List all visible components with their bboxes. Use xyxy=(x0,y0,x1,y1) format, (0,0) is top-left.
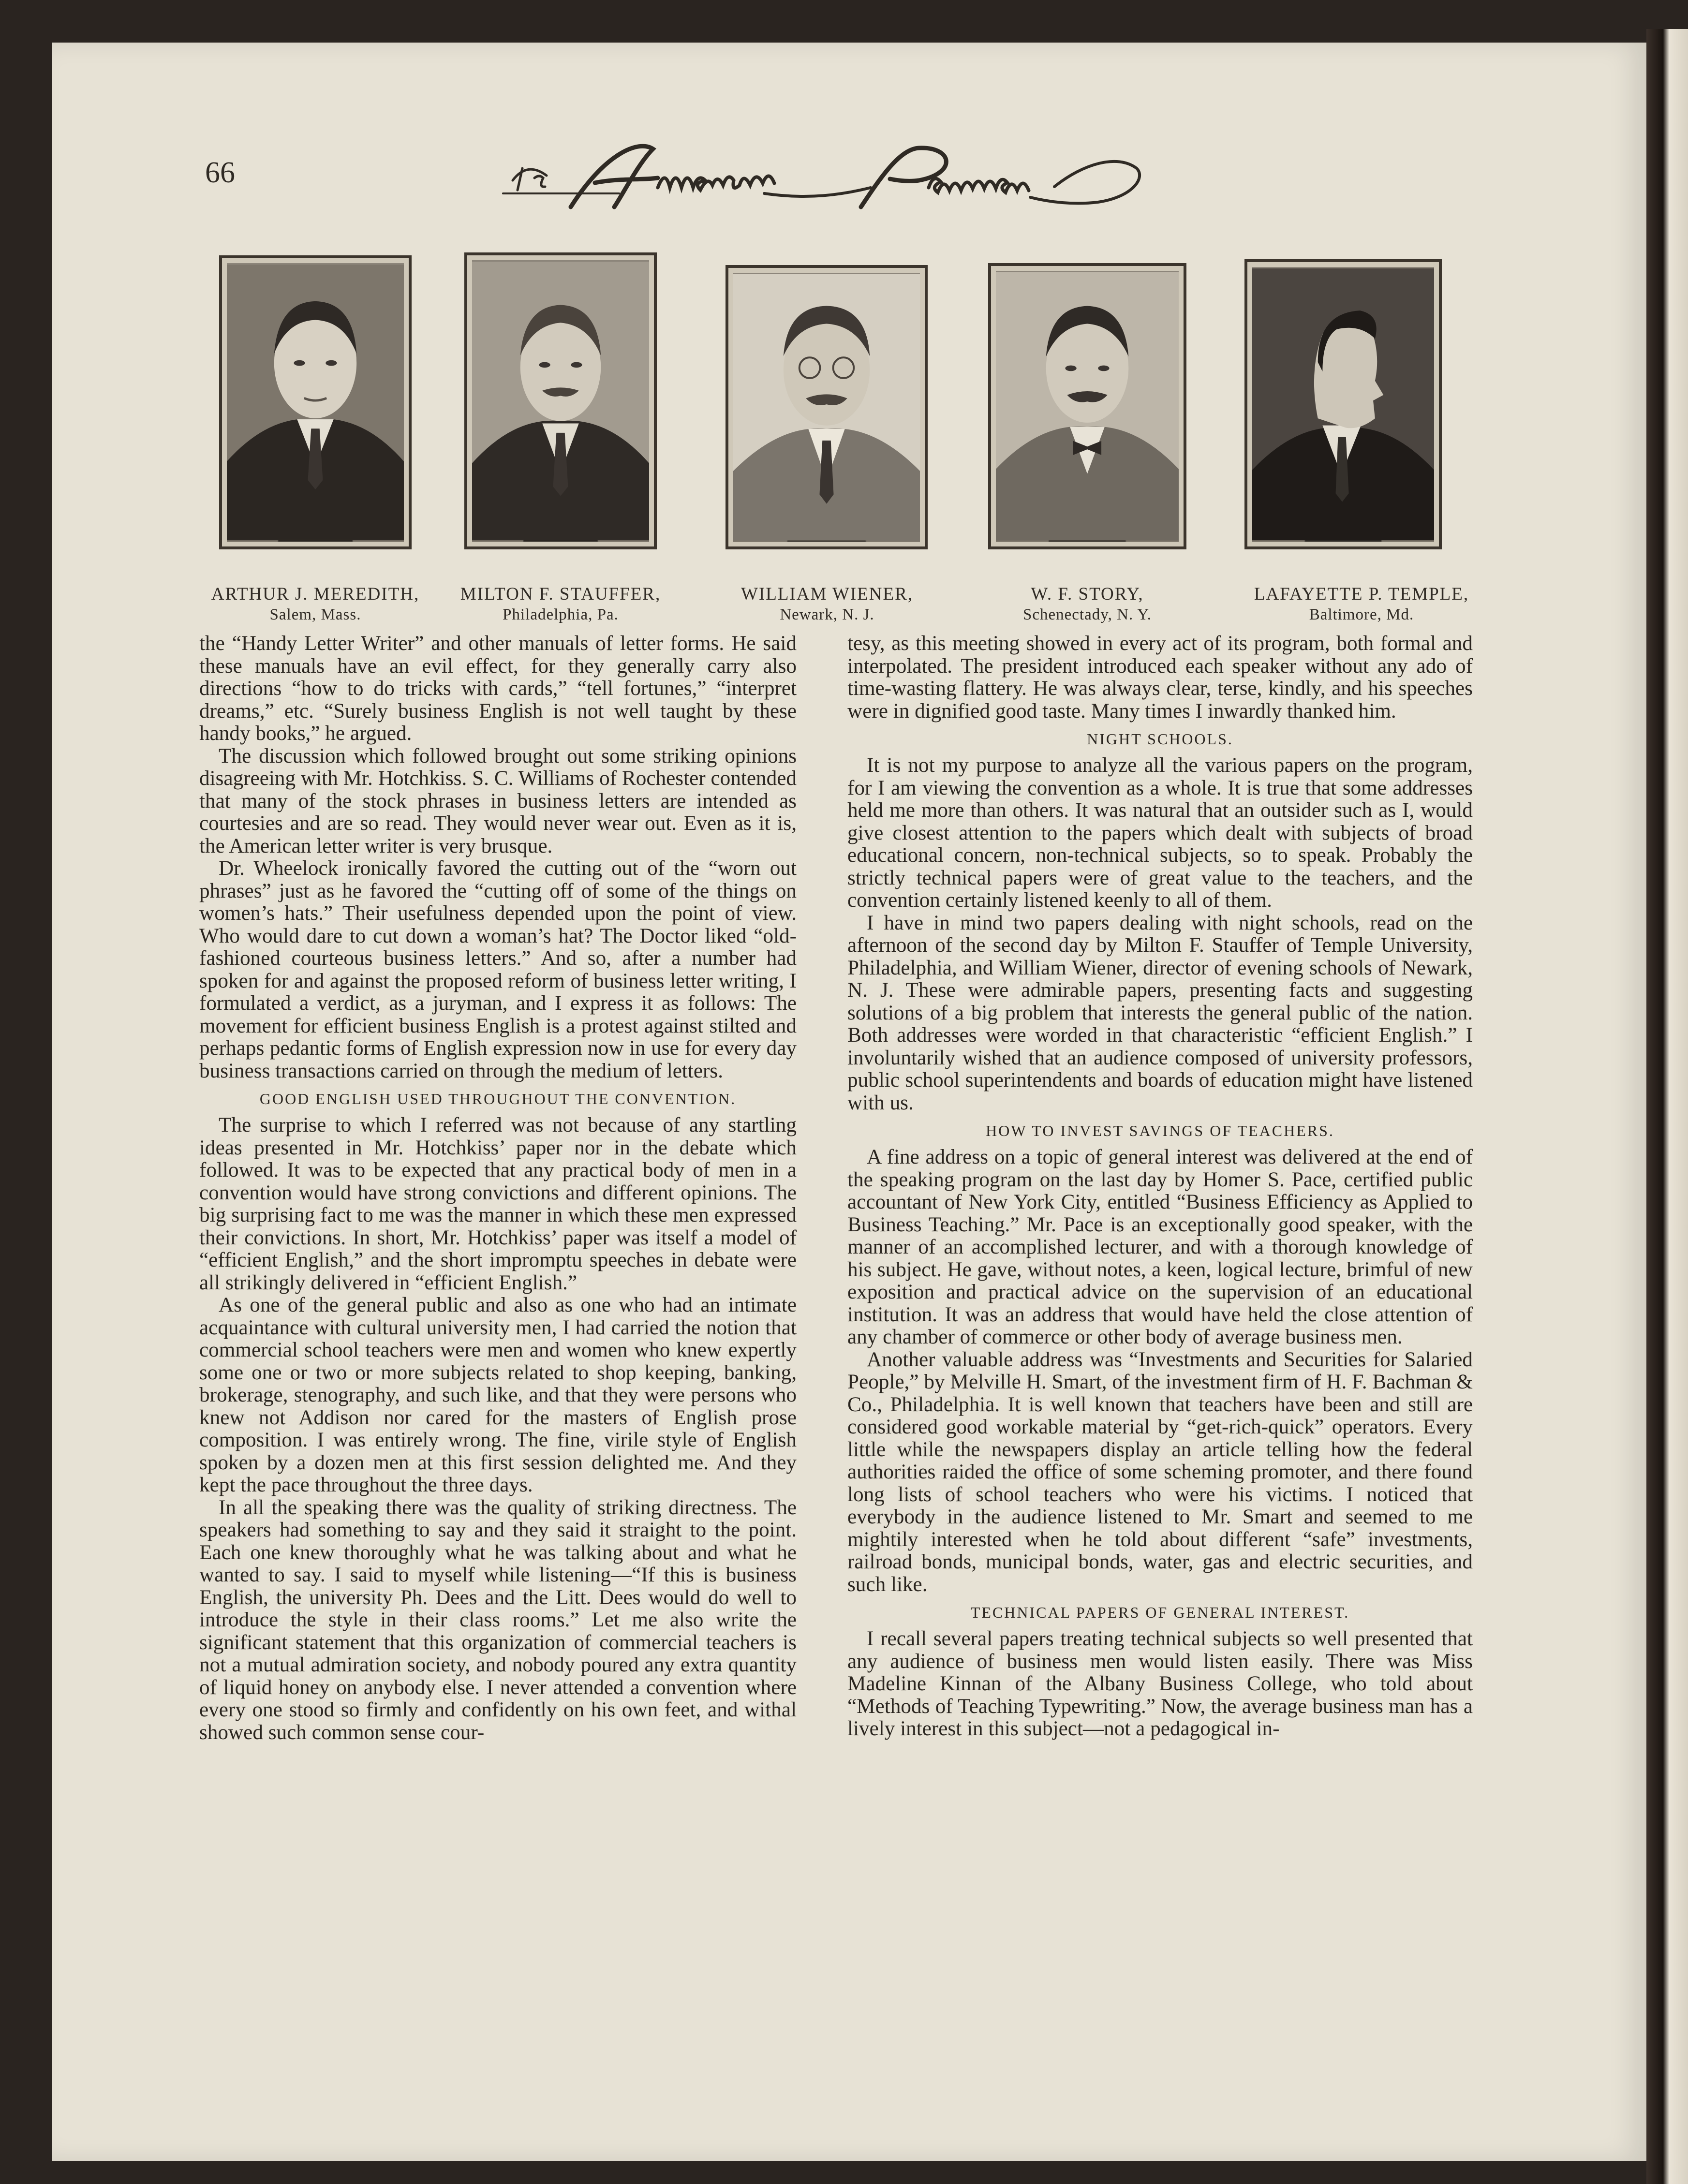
portrait-milton-stauffer xyxy=(464,252,657,549)
paragraph: It is not my purpose to analyze all the various papers on the program, for I am viewing the convention as a whole. It is true that some addresses held me more than others. It was natural that an outsider such as I, would give closest attention to the papers which dealt with subjects of broad educational concern, non-technical subjects, so to speak. Probably the strictly technical papers were of great value to the teachers, and the convention certainly listened keenly to all of them. xyxy=(847,754,1473,912)
caption-story xyxy=(977,584,1198,625)
paragraph: the “Handy Letter Writer” and other manuals of letter forms. He said these manuals have an evil effect, for they generally carry also directions “how to do tricks with cards,” “tell fortunes,” “interpret dreams,” etc. “Surely business English is not well taught by these handy books,” he argued. xyxy=(199,632,797,745)
portrait-photo-icon xyxy=(1252,267,1434,542)
caption-name: LAFAYETTE P. TEMPLE, xyxy=(1254,584,1469,604)
caption-wiener xyxy=(721,584,933,625)
caption-name: W. F. STORY, xyxy=(1031,584,1144,604)
section-heading: GOOD ENGLISH USED THROUGHOUT THE CONVENTION. xyxy=(259,1090,737,1107)
caption-place: Salem, Mass. xyxy=(269,606,361,623)
portrait-photo-icon xyxy=(227,263,404,542)
article-column-right xyxy=(847,633,1473,1741)
caption-meredith xyxy=(190,584,441,625)
paragraph: I recall several papers treating technical subjects so well presented that any audience of business men would listen easily. There was Miss Madeline Kinnan of the Albany Business College, who told about “Methods of Teaching Typewriting.” Now, the average business man has a lively interest in this subject—not a pedagogical in- xyxy=(847,1627,1473,1740)
paragraph: Dr. Wheelock ironically favored the cutting out of the “worn out phrases” just as he favored the “cutting off of some of the things on women’s hats.” Their usefulness depended upon the point of view. Who would dare to cut down a woman’s hat? The Doctor liked “old-fashioned courteous business letters.” And so, after a number had spoken for and against the proposed reform of business letter writing, I formulated a verdict, as a juryman, and I express it as follows: The movement for efficient business English is a protest against stilted and perhaps pedantic forms of English expression now in use for every day business transactions carried on through the medium of letters. xyxy=(199,857,797,1082)
caption-place: Newark, N. J. xyxy=(780,606,874,623)
caption-name: MILTON F. STAUFFER, xyxy=(460,584,661,604)
caption-name: ARTHUR J. MEREDITH, xyxy=(211,584,420,604)
caption-place: Schenectady, N. Y. xyxy=(1022,606,1152,623)
caption-temple xyxy=(1224,584,1499,625)
masthead-logo xyxy=(493,134,1161,221)
portrait-photo-icon xyxy=(996,271,1179,542)
portrait-photo-icon xyxy=(472,260,649,542)
caption-name: WILLIAM WIENER, xyxy=(740,584,914,604)
section-heading: NIGHT SCHOOLS. xyxy=(1087,730,1233,748)
paragraph: Another valuable address was “Investments and Securities for Salaried People,” by Melville H. Smart, of the investment firm of H. F. Bachman & Co., Philadelphia. It is well known that teachers have been and still are considered good workable material by “get-rich-quick” operators. Every little while the newspapers display an article telling how the federal authorities raided the office of some scheming promoter, and there found long lists of school teachers who were his victims. I noticed that everybody in the audience listened to Mr. Smart and seemed to me mightily interested when he told about different “safe” investments, railroad bonds, municipal bonds, water, gas and electric securities, and such like. xyxy=(847,1348,1473,1596)
portrait-william-wiener xyxy=(726,265,928,549)
book-spine-edge xyxy=(1646,29,1688,2184)
portrait-photo-icon xyxy=(733,273,920,542)
caption-place: Baltimore, Md. xyxy=(1309,606,1414,623)
section-heading: TECHNICAL PAPERS OF GENERAL INTEREST. xyxy=(970,1604,1350,1621)
paragraph: The surprise to which I referred was not because of any startling ideas presented in Mr. Hotchkiss’ paper nor in the debate which followed. It was to be expected that any practical body of men in a convention would have strong convictions and different opinions. The big surprising fact to me was the manner in which these men expressed their convictions. In short, Mr. Hotchkiss’ paper was itself a model of “efficient English,” and the short impromptu speeches in debate were all strikingly delivered in “efficient English.” xyxy=(199,1114,797,1294)
paragraph: As one of the general public and also as one who had an intimate acquaintance with cultural university men, I had carried the notion that commercial school teachers were men and women who knew expertly some one or two or more subjects related to shop keeping, banking, brokerage, stenography, and such like, and that they were persons who knew not Addison nor cared for the masters of English prose composition. I was entirely wrong. The fine, virile style of English spoken by a dozen men at this first session delighted me. And they kept the pace throughout the three days. xyxy=(199,1294,797,1496)
portrait-arthur-meredith xyxy=(219,255,412,549)
portrait-lafayette-temple xyxy=(1244,259,1442,549)
caption-place: Philadelphia, Pa. xyxy=(503,606,619,623)
paragraph: The discussion which followed brought out some striking opinions disagreeing with Mr. Hotchkiss. S. C. Williams of Rochester contended that many of the stock phrases in business letters are intended as courtesies and are so read. They would never wear out. Even as it is, the American letter writer is very brusque. xyxy=(199,744,797,857)
paragraph: I have in mind two papers dealing with night schools, read on the afternoon of the second day by Milton F. Stauffer of Temple University, Philadelphia, and William Wiener, director of evening schools of Newark, N. J. These were admirable papers, presenting facts and suggesting solutions of a big problem that interests the general public of the nation. Both addresses were worded in that characteristic “efficient English.” I involuntarily wished that an audience composed of university professors, public school superintendents and boards of education might have listened with us. xyxy=(847,911,1473,1114)
portrait-w-f-story xyxy=(988,263,1186,549)
page-number: 66 xyxy=(205,156,235,189)
paragraph: tesy, as this meeting showed in every act of its program, both formal and interpolated. The president introduced each speaker without any ado of time-wasting flattery. He was always clear, terse, kindly, and his speeches were in dignified good taste. Many times I inwardly thanked him. xyxy=(847,632,1473,723)
caption-stauffer xyxy=(441,584,680,625)
article-column-left xyxy=(199,633,797,1744)
paragraph: In all the speaking there was the quality of striking directness. The speakers had something to say and they said it straight to the point. Each one knew thoroughly what he was talking about and what he wanted to say. I said to myself while listening—“If this is business English, the university Ph. Dees and the Litt. Dees would do well to introduce the style in their class rooms.” Let me also write the significant statement that this organization of commercial teachers is not a mutual admiration society, and nobody poured any extra quantity of liquid honey on anybody else. I never attended a convention where every one stood so firmly and confidently on his own feet, and withal showed such common sense cour- xyxy=(199,1496,797,1744)
paragraph: A fine address on a topic of general interest was delivered at the end of the speaking program on the last day by Homer S. Pace, certified public accountant of New York City, entitled “Business Efficiency as Applied to Business Teaching.” Mr. Pace is an exceptionally good speaker, with the manner of an accomplished lecturer, and with a thorough knowledge of his subject. He gave, without notes, a keen, logical lecture, brimful of new exposition and practical advice on the supervision of an educational institution. It was an address that would have held the close attention of any chamber of commerce or other body of average business men. xyxy=(847,1146,1473,1348)
section-heading: HOW TO INVEST SAVINGS OF TEACHERS. xyxy=(986,1122,1334,1139)
